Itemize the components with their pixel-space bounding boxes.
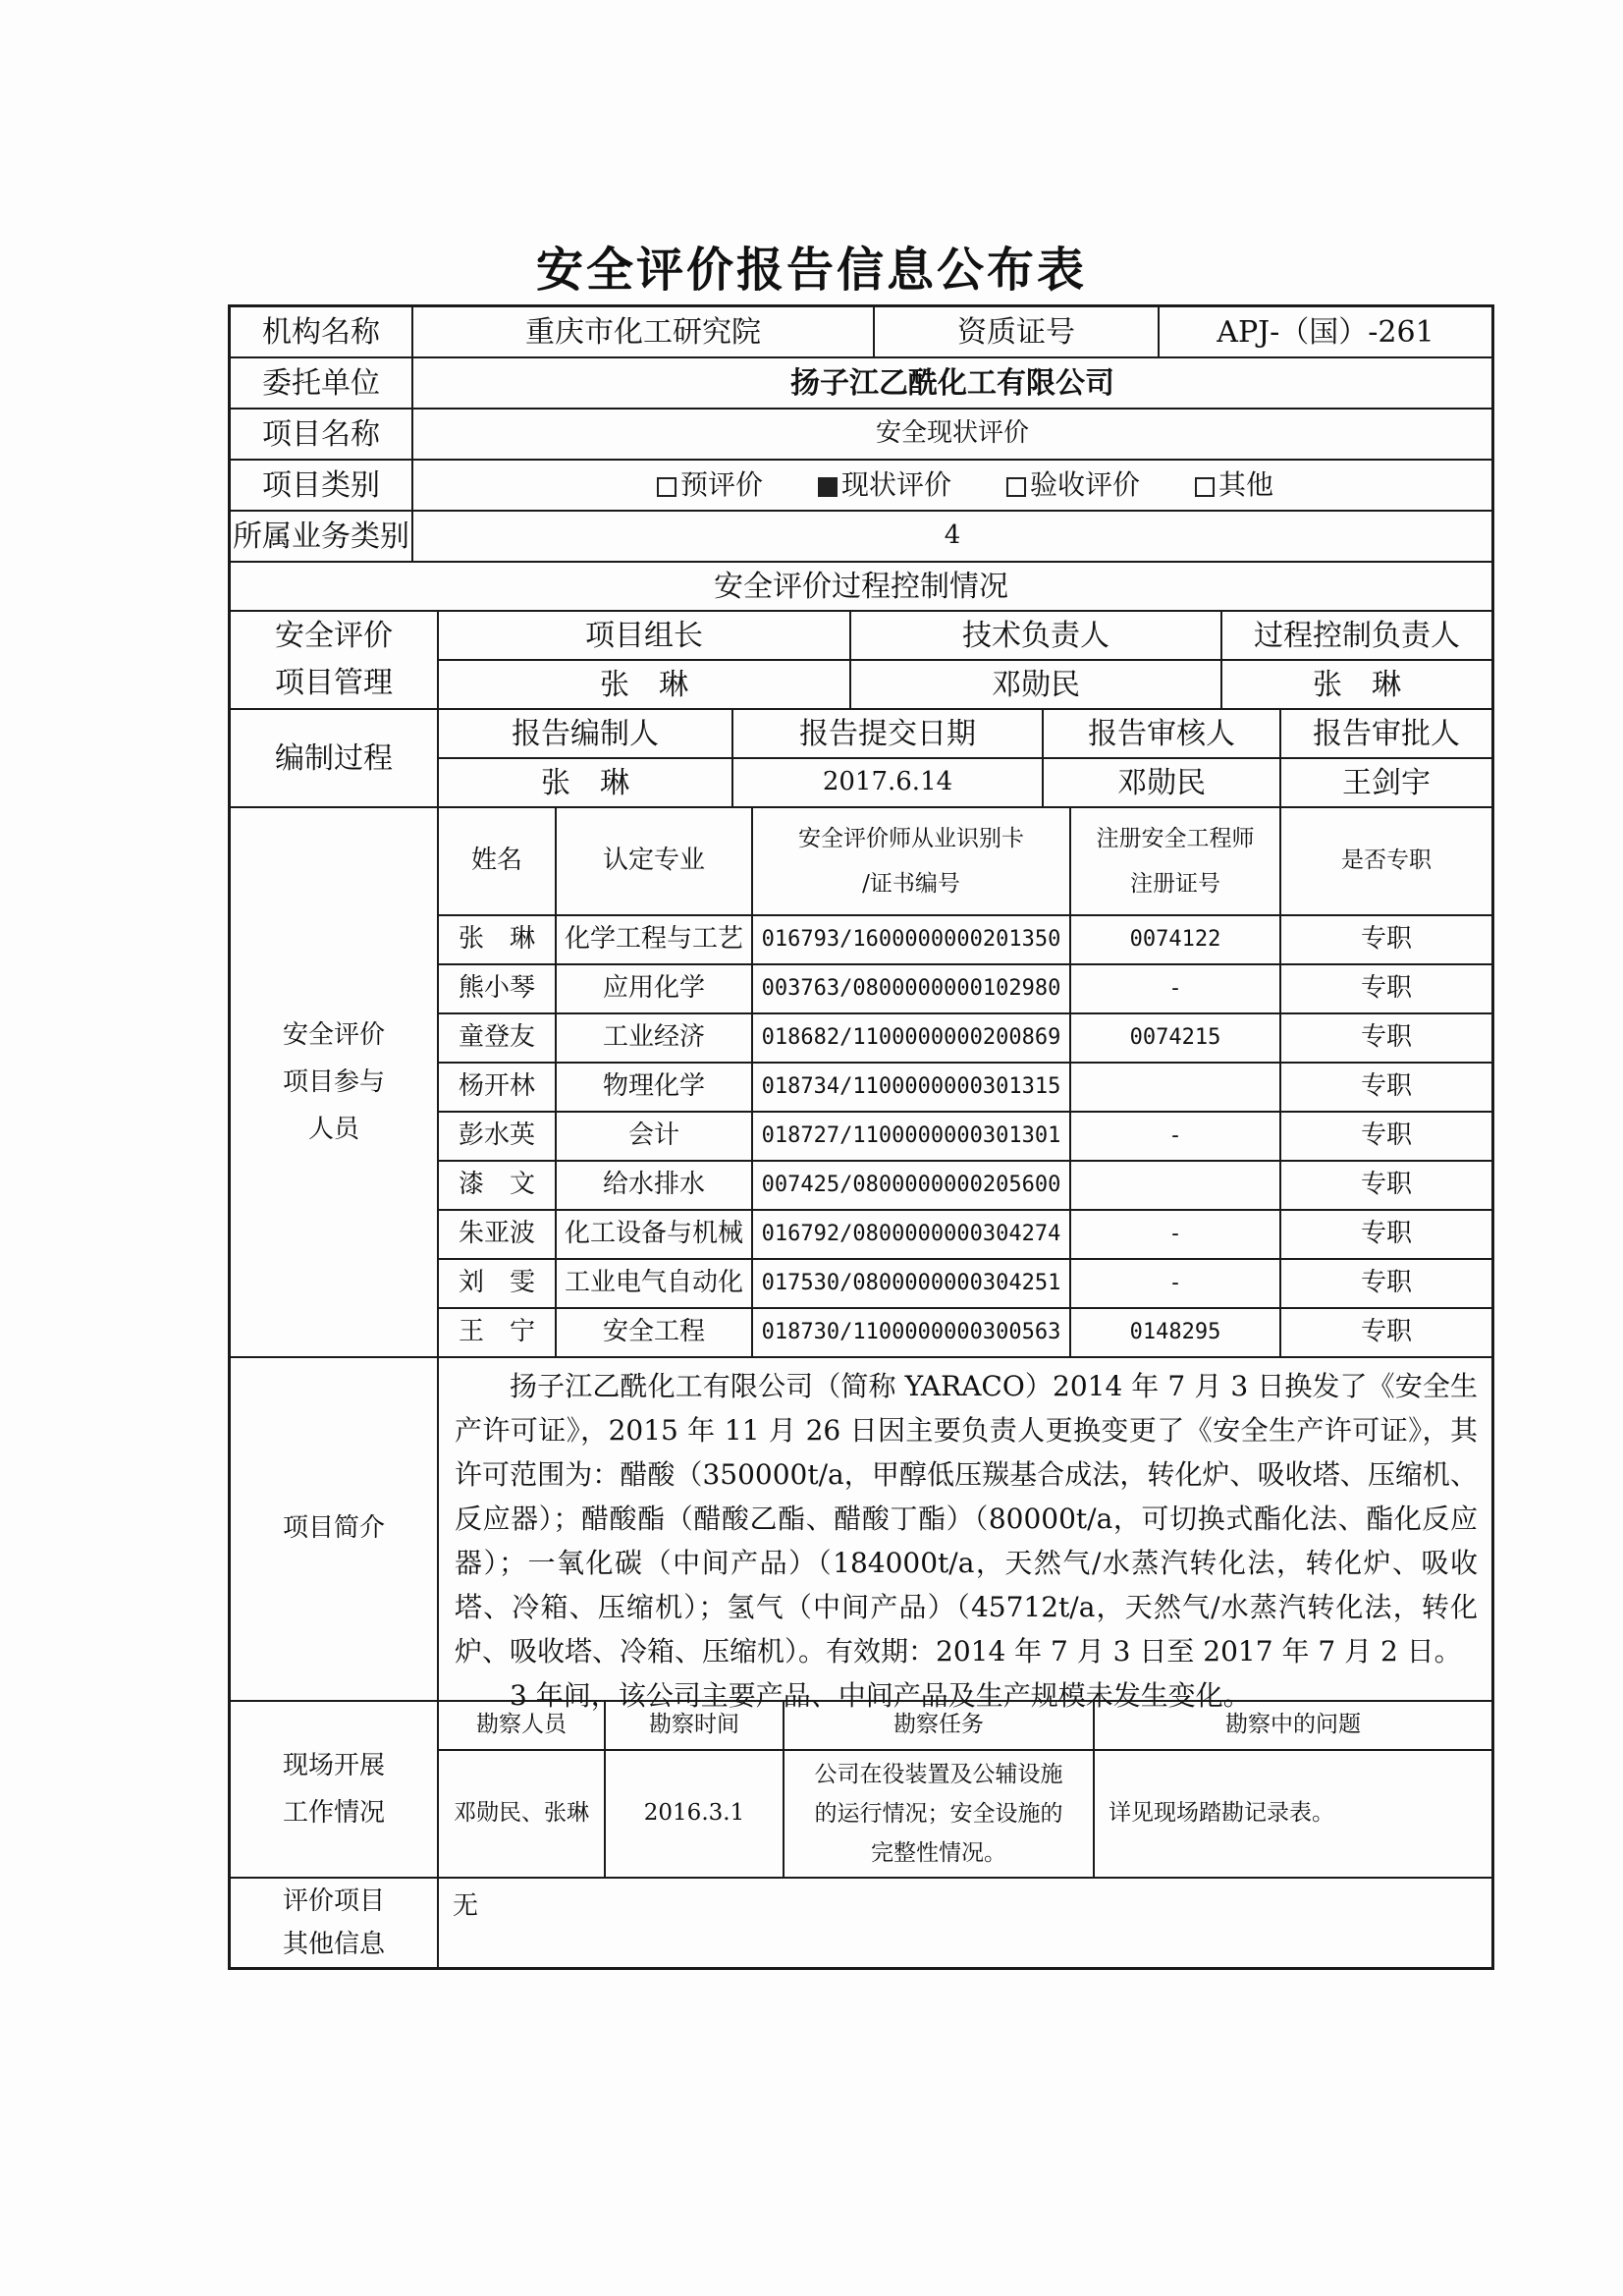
staff-cell-name: 刘 雯 xyxy=(438,1259,556,1308)
staff-cell-name: 王 宁 xyxy=(438,1308,556,1357)
control-value: 张 琳 xyxy=(1221,660,1492,709)
author-label: 报告编制人 xyxy=(438,709,732,758)
option-pre[interactable]: 预评价 xyxy=(657,467,763,503)
business-label: 所属业务类别 xyxy=(230,511,412,562)
staff-cell-major: 安全工程 xyxy=(556,1308,752,1357)
staff-cell-reg: 0148295 xyxy=(1070,1308,1280,1357)
category-options xyxy=(412,460,1492,511)
staff-cell-major: 工业电气自动化 xyxy=(556,1259,752,1308)
staff-cell-name: 彭水英 xyxy=(438,1112,556,1161)
checkbox-icon xyxy=(1006,477,1026,497)
compile-label: 编制过程 xyxy=(230,709,438,807)
process-section-title: 安全评价过程控制情况 xyxy=(230,562,1492,611)
page-title: 安全评价报告信息公布表 xyxy=(535,243,1087,298)
staff-cell-full: 专职 xyxy=(1280,1259,1492,1308)
site-col-issue: 勘察中的问题 xyxy=(1094,1701,1492,1750)
option-current[interactable]: 现状评价 xyxy=(818,467,951,503)
checkbox-checked-icon xyxy=(818,477,838,497)
site-col-task: 勘察任务 xyxy=(784,1701,1094,1750)
staff-cell-reg xyxy=(1070,1161,1280,1210)
approver-value: 王剑宇 xyxy=(1280,758,1492,807)
staff-cell-full: 专职 xyxy=(1280,1112,1492,1161)
staff-cell-name: 杨开林 xyxy=(438,1063,556,1112)
org-label: 机构名称 xyxy=(230,306,412,357)
org-value: 重庆市化工研究院 xyxy=(412,306,874,357)
leader-value: 张 琳 xyxy=(438,660,850,709)
staff-cell-major: 物理化学 xyxy=(556,1063,752,1112)
staff-cell-reg xyxy=(1070,1063,1280,1112)
staff-cell-reg: - xyxy=(1070,964,1280,1013)
mgmt-label: 安全评价 项目管理 xyxy=(230,611,438,709)
checkbox-icon xyxy=(657,477,676,497)
site-label: 现场开展 工作情况 xyxy=(230,1701,438,1878)
date-value: 2017.6.14 xyxy=(732,758,1043,807)
staff-cell-full: 专职 xyxy=(1280,1013,1492,1063)
tech-label: 技术负责人 xyxy=(850,611,1221,660)
staff-cell-major: 给水排水 xyxy=(556,1161,752,1210)
category-label: 项目类别 xyxy=(230,460,412,511)
staff-cell-major: 工业经济 xyxy=(556,1013,752,1063)
staff-label: 安全评价 项目参与 人员 xyxy=(230,807,438,1357)
intro-label: 项目简介 xyxy=(230,1357,438,1701)
staff-cell-reg: - xyxy=(1070,1112,1280,1161)
staff-cell-reg: - xyxy=(1070,1259,1280,1308)
intro-text xyxy=(438,1357,1492,1712)
cert-value: APJ-（国）-261 xyxy=(1159,306,1492,357)
option-other[interactable]: 其他 xyxy=(1195,467,1273,503)
staff-cell-major: 应用化学 xyxy=(556,964,752,1013)
control-label: 过程控制负责人 xyxy=(1221,611,1492,660)
other-value: 无 xyxy=(438,1878,1492,1968)
staff-cell-name: 熊小琴 xyxy=(438,964,556,1013)
other-label: 评价项目 其他信息 xyxy=(230,1878,438,1968)
intro-paragraph-2: 3 年间，该公司主要产品、中间产品及生产规模未发生变化。 xyxy=(510,1679,1251,1712)
site-col-people: 勘察人员 xyxy=(438,1701,605,1750)
staff-cell-full: 专职 xyxy=(1280,915,1492,964)
staff-cell-name: 漆 文 xyxy=(438,1161,556,1210)
staff-cell-reg: 0074122 xyxy=(1070,915,1280,964)
col-name: 姓名 xyxy=(438,807,556,915)
site-issue: 详见现场踏勘记录表。 xyxy=(1094,1750,1492,1878)
staff-cell-card: 007425/0800000000205600 xyxy=(752,1161,1070,1210)
approver-label: 报告审批人 xyxy=(1280,709,1492,758)
staff-cell-card: 018727/1100000000301301 xyxy=(752,1112,1070,1161)
staff-cell-card: 016793/1600000000201350 xyxy=(752,915,1070,964)
col-card: 安全评价师从业识别卡 /证书编号 xyxy=(752,807,1070,915)
col-reg: 注册安全工程师 注册证号 xyxy=(1070,807,1280,915)
staff-cell-full: 专职 xyxy=(1280,1063,1492,1112)
staff-cell-card: 018730/1100000000300563 xyxy=(752,1308,1070,1357)
staff-cell-reg: 0074215 xyxy=(1070,1013,1280,1063)
site-people: 邓勋民、张琳 xyxy=(438,1750,605,1878)
date-label: 报告提交日期 xyxy=(732,709,1043,758)
staff-cell-name: 朱亚波 xyxy=(438,1210,556,1259)
staff-cell-name: 童登友 xyxy=(438,1013,556,1063)
staff-cell-major: 会计 xyxy=(556,1112,752,1161)
staff-cell-full: 专职 xyxy=(1280,964,1492,1013)
tech-value: 邓勋民 xyxy=(850,660,1221,709)
checkbox-icon xyxy=(1195,477,1215,497)
reviewer-label: 报告审核人 xyxy=(1043,709,1280,758)
leader-label: 项目组长 xyxy=(438,611,850,660)
site-task: 公司在役装置及公辅设施 的运行情况；安全设施的 完整性情况。 xyxy=(784,1750,1094,1878)
staff-cell-card: 018734/1100000000301315 xyxy=(752,1063,1070,1112)
staff-cell-full: 专职 xyxy=(1280,1161,1492,1210)
project-label: 项目名称 xyxy=(230,409,412,460)
staff-cell-major: 化工设备与机械 xyxy=(556,1210,752,1259)
staff-cell-name: 张 琳 xyxy=(438,915,556,964)
staff-cell-full: 专职 xyxy=(1280,1210,1492,1259)
staff-cell-card: 018682/1100000000200869 xyxy=(752,1013,1070,1063)
site-time: 2016.3.1 xyxy=(605,1750,784,1878)
col-full: 是否专职 xyxy=(1280,807,1492,915)
staff-cell-reg: - xyxy=(1070,1210,1280,1259)
business-value: 4 xyxy=(412,511,1492,562)
staff-cell-card: 017530/0800000000304251 xyxy=(752,1259,1070,1308)
option-acceptance[interactable]: 验收评价 xyxy=(1006,467,1140,503)
site-col-time: 勘察时间 xyxy=(605,1701,784,1750)
col-major: 认定专业 xyxy=(556,807,752,915)
author-value: 张 琳 xyxy=(438,758,732,807)
staff-cell-card: 003763/0800000000102980 xyxy=(752,964,1070,1013)
project-value: 安全现状评价 xyxy=(412,409,1492,460)
client-value: 扬子江乙酰化工有限公司 xyxy=(412,357,1492,409)
client-label: 委托单位 xyxy=(230,357,412,409)
staff-cell-major: 化学工程与工艺 xyxy=(556,915,752,964)
cert-label: 资质证号 xyxy=(874,306,1159,357)
intro-paragraph-1: 扬子江乙酰化工有限公司（简称 YARACO）2014 年 7 月 3 日换发了《安全生产许可证》，2015 年 11 月 26 日因主要负责人更换变更了《安全生产许可证》，其许可范围为：醋酸（350000t/a，甲醇低压羰基合成法，转化炉、吸收塔、压缩机、反应器）；醋酸酯（醋酸乙酯、醋酸丁酯）（80000t/a，可切换式酯化法、酯化反应器）；一氧化碳（中间产品）（184000t/a，天然气/水蒸汽转化法，转化炉、吸收塔、冷箱、压缩机）；氢气（中间产品）（45712t/a，天然气/水蒸汽转化法，转化炉、吸收塔、冷箱、压缩机）。有效期：2014 年 7 月 3 日至 2017 年 7 月 2 日。 xyxy=(455,1370,1478,1667)
reviewer-value: 邓勋民 xyxy=(1043,758,1280,807)
staff-cell-card: 016792/0800000000304274 xyxy=(752,1210,1070,1259)
staff-cell-full: 专职 xyxy=(1280,1308,1492,1357)
